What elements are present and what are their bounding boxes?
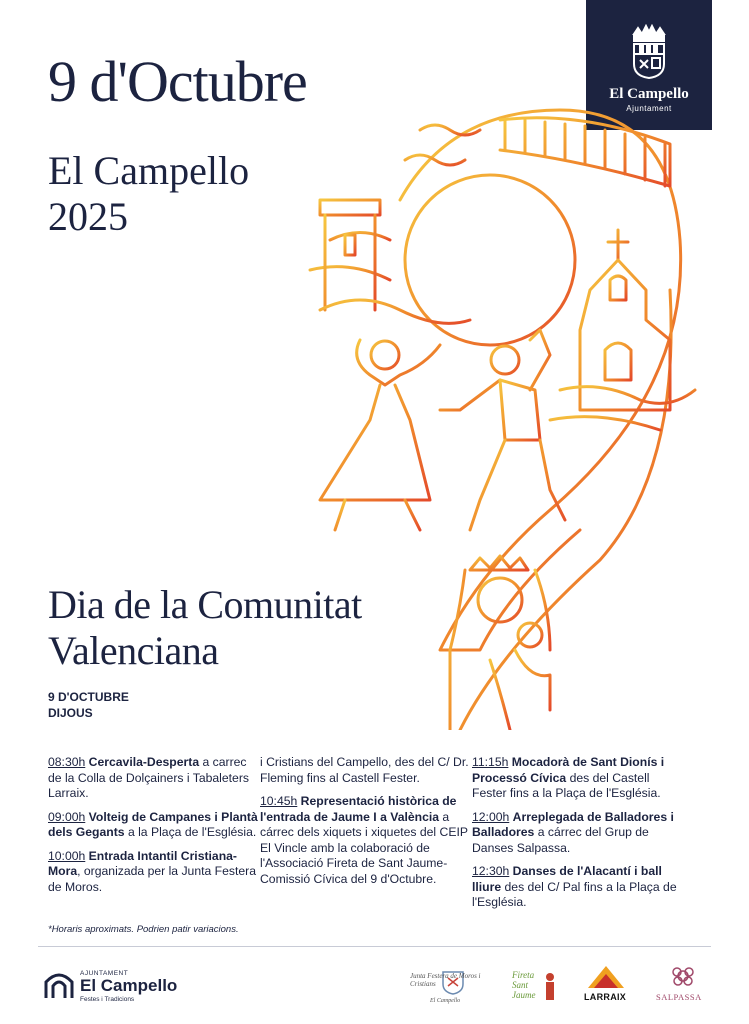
item-time: 11:15h xyxy=(472,755,509,769)
event-headline xyxy=(48,582,362,674)
schedule-item xyxy=(48,849,263,896)
festes-logo xyxy=(42,966,182,1006)
item-title: Cercavila-Desperta xyxy=(88,755,200,769)
sponsor-1-place: El Campello xyxy=(430,998,461,1004)
item-title: Representació històrica de l'entrada de Jaume I a València xyxy=(260,794,457,824)
festes-org-name: El Campello xyxy=(80,976,178,995)
event-weekday: DIJOUS xyxy=(48,706,93,720)
item-time: 10:45h xyxy=(260,794,298,808)
sponsor-2-name: Fireta Sant Jaume xyxy=(512,970,536,1000)
schedule-item xyxy=(472,864,687,911)
item-title: Volteig de Campanes i Plantà dels Gegants xyxy=(48,809,258,839)
item-text: , organizada per la Junta Festera de Moros. xyxy=(48,864,256,894)
festes-org-small: AJUNTAMENT xyxy=(80,970,129,977)
item-text: a carrec de la Colla de Dolçainers i Tabaleters Larraix. xyxy=(48,755,249,800)
item-text: a cárrec del Grup de Danses Salpassa. xyxy=(472,825,649,855)
item-time: 12:30h xyxy=(472,864,510,878)
item-title: Arreplegada de Balladores i Balladores xyxy=(472,809,674,839)
larraix-flag-icon xyxy=(584,964,628,990)
place-year xyxy=(48,148,249,240)
schedule-item xyxy=(48,810,263,841)
schedule-item xyxy=(472,810,687,857)
crest-icon xyxy=(628,24,670,80)
sponsor-4-name: SALPASSA xyxy=(656,992,702,1002)
item-time: 10:00h xyxy=(48,848,86,863)
page-title: 9 d'Octubre xyxy=(48,49,307,114)
item-time: 08:30h xyxy=(48,755,86,769)
headline-line-2: Valenciana xyxy=(48,628,219,673)
nine-illustration xyxy=(300,90,720,730)
item-text: des del C/ Pal fins a la Plaça de l'Església. xyxy=(472,879,677,909)
salpassa-flower-icon xyxy=(668,964,698,990)
festes-org-sub: Festes i Tradicions xyxy=(80,996,135,1003)
schedule-item xyxy=(260,755,475,786)
headline-line-1: Dia de la Comunitat xyxy=(48,582,362,627)
place-name: El Campello xyxy=(48,148,250,193)
sponsor-salpassa xyxy=(652,964,712,1008)
schedule-column-3 xyxy=(472,755,687,919)
schedule-item xyxy=(260,794,475,887)
festes-arch-icon xyxy=(42,968,76,1002)
logo-name: El Campello xyxy=(609,86,689,102)
schedule-item xyxy=(472,755,687,802)
sponsor-1-name: Junta Festera de Moros i Cristians xyxy=(410,972,481,988)
figure-icon xyxy=(544,972,556,1002)
footer-divider xyxy=(38,946,711,947)
sponsor-junta-festera xyxy=(408,964,496,1008)
schedule-column-1 xyxy=(48,755,263,903)
item-text: des del Castell Fester fins a la Plaça de l'Església. xyxy=(472,770,661,800)
item-title: Entrada Intantil Cristiana-Mora xyxy=(48,848,237,878)
event-date: 9 D'OCTUBRE xyxy=(48,690,129,704)
sponsor-larraix xyxy=(580,964,630,1008)
item-text: a cárrec dels xiquets i xiquetes del CEIP El Vincle amb la colaboració de l'Associació Fireta de Sant Jaume-Comissió Cívica del 9 d'Octubre. xyxy=(260,809,468,886)
schedule-column-2 xyxy=(260,755,475,895)
item-title: Danses de l'Alacantí i ball lliure xyxy=(472,864,662,894)
sponsor-fireta xyxy=(510,964,558,1008)
schedule-note: *Horaris aproximats. Podrien patir variacions. xyxy=(48,924,239,935)
item-text: i Cristians del Campello, des del C/ Dr. Fleming fins al Castell Fester. xyxy=(260,755,469,785)
item-title: Mocadorà de Sant Dionís i Processó Cívica xyxy=(472,755,665,785)
item-text: a la Plaça de l'Església. xyxy=(127,825,257,839)
logo-subtitle: Ajuntament xyxy=(626,104,672,113)
year: 2025 xyxy=(48,194,128,239)
sponsor-3-name: LARRAIX xyxy=(584,992,627,1002)
schedule-item xyxy=(48,755,263,802)
item-time: 09:00h xyxy=(48,809,86,824)
item-time: 12:00h xyxy=(472,809,510,824)
